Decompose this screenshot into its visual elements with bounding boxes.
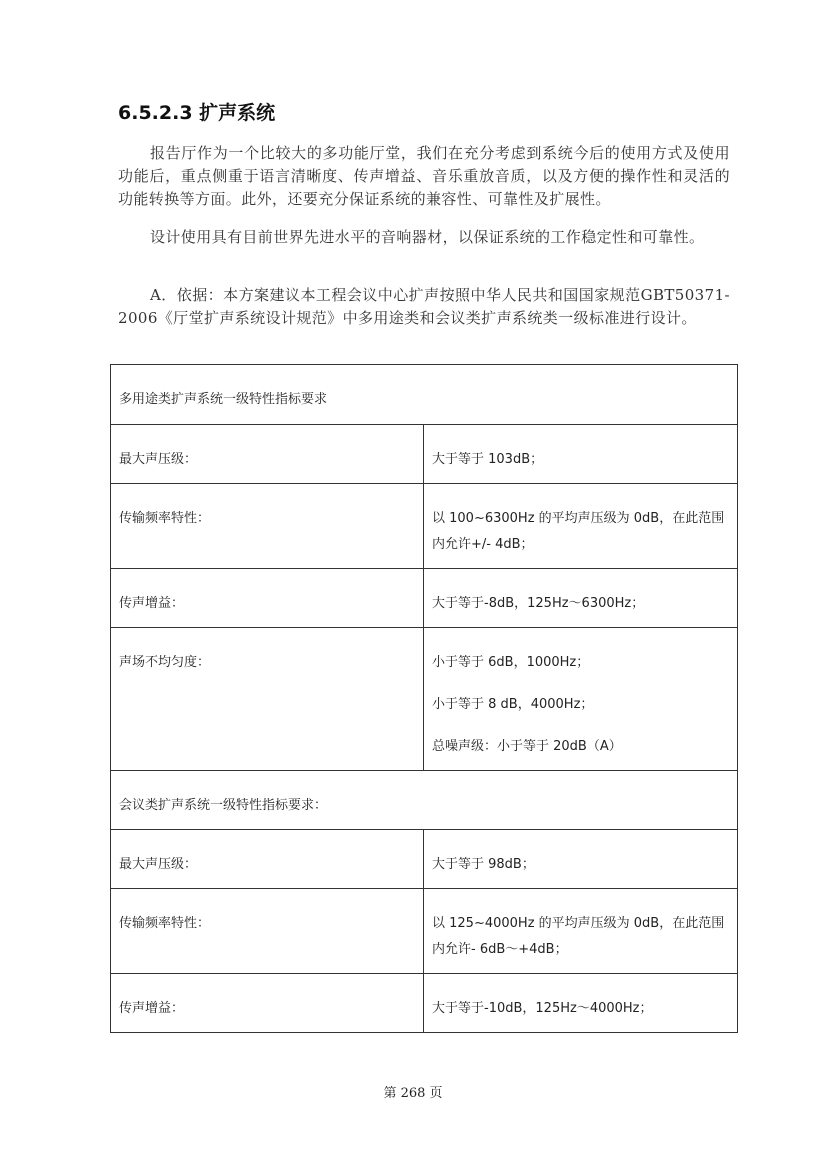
row-label: 最大声压级： xyxy=(111,425,424,484)
row-label: 传声增益： xyxy=(111,569,424,628)
row-value-line: 小于等于 8 dB，4000Hz； xyxy=(432,697,594,712)
paragraph-intro: 报告厅作为一个比较大的多功能厅堂，我们在充分考虑到系统今后的使用方式及使用功能后，重点侧重于语言清晰度、传声增益、音乐重放音质，以及方便的操作性和灵活的功能转换等方面。此外，还要充分保证系统的兼容性、可靠性及扩展性。 xyxy=(118,144,730,208)
row-label: 声场不均匀度： xyxy=(111,628,424,771)
row-value-line: 总噪声级：小于等于 20dB（A） xyxy=(432,739,622,754)
conference-title: 会议类扩声系统一级特性指标要求： xyxy=(111,771,738,830)
row-value: 大于等于-8dB，125Hz～6300Hz； xyxy=(424,569,738,628)
table-row xyxy=(111,889,738,974)
multi-purpose-title: 多用途类扩声系统一级特性指标要求 xyxy=(111,365,738,425)
table-row xyxy=(111,628,738,771)
row-value: 大于等于 103dB； xyxy=(424,425,738,484)
table-row xyxy=(111,974,738,1033)
page-number: 第 268 页 xyxy=(383,1086,443,1101)
row-label: 传声增益： xyxy=(111,974,424,1033)
paragraph-equipment: 设计使用具有目前世界先进水平的音响器材，以保证系统的工作稳定性和可靠性。 xyxy=(150,228,705,246)
spec-table xyxy=(110,364,738,1033)
row-value-multi xyxy=(424,628,738,771)
table-row xyxy=(111,569,738,628)
row-value: 大于等于-10dB，125Hz～4000Hz； xyxy=(424,974,738,1033)
table-row xyxy=(111,830,738,889)
row-value: 以 125~4000Hz 的平均声压级为 0dB，在此范围内允许- 6dB～+4dB； xyxy=(424,889,738,974)
table-row xyxy=(111,425,738,484)
row-label: 传输频率特性： xyxy=(111,484,424,569)
row-label: 最大声压级： xyxy=(111,830,424,889)
row-label: 传输频率特性： xyxy=(111,889,424,974)
table-row xyxy=(111,484,738,569)
row-value-line: 小于等于 6dB，1000Hz； xyxy=(432,655,590,670)
row-value: 以 100~6300Hz 的平均声压级为 0dB，在此范围内允许+/- 4dB； xyxy=(424,484,738,569)
table-row xyxy=(111,365,738,425)
section-heading: 6.5.2.3 扩声系统 xyxy=(118,102,276,124)
paragraph-basis: A．依据：本方案建议本工程会议中心扩声按照中华人民共和国国家规范GBT50371-2006《厅堂扩声系统设计规范》中多用途类和会议类扩声系统类一级标准进行设计。 xyxy=(118,286,730,327)
table-row xyxy=(111,771,738,830)
row-value: 大于等于 98dB； xyxy=(424,830,738,889)
